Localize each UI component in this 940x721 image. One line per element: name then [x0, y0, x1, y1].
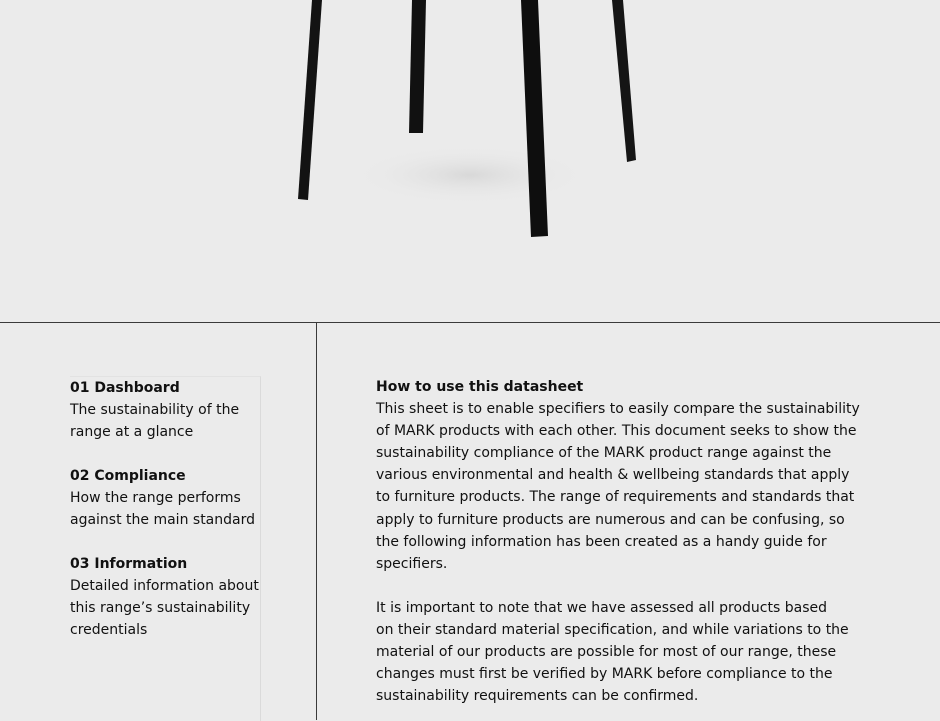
datasheet-instructions	[376, 376, 876, 707]
text-line: specifiers.	[376, 555, 448, 572]
table-of-contents	[70, 376, 261, 721]
text-line: changes must first be verified by MARK before compliance to the	[376, 666, 833, 683]
text-line: various environmental and health & wellbeing standards that apply	[376, 467, 850, 484]
text-line: of MARK products with each other. This document seeks to show the	[376, 423, 857, 440]
toc-section-compliance[interactable]	[70, 465, 260, 531]
section-title: How to use this datasheet	[376, 379, 584, 395]
toc-line: range at a glance	[70, 424, 194, 440]
text-line: apply to furniture products are numerous and can be confusing, so	[376, 511, 845, 528]
toc-section-information[interactable]	[70, 553, 260, 641]
text-line: This sheet is to enable specifiers to easily compare the sustainability	[376, 401, 860, 418]
text-line: on their standard material specification, and while variations to the	[376, 621, 849, 638]
vertical-divider	[316, 322, 317, 720]
stool-leg-front-left	[298, 0, 322, 200]
toc-heading: 01 Dashboard	[70, 380, 180, 396]
text-line: to furniture products. The range of requirements and standards that	[376, 489, 855, 506]
text-line: sustainability requirements can be confirmed.	[376, 688, 699, 705]
horizontal-divider	[0, 322, 940, 323]
text-line: the following information has been created as a handy guide for	[376, 533, 827, 550]
toc-heading: 03 Information	[70, 556, 188, 572]
toc-line: credentials	[70, 622, 148, 638]
floor-shadow	[350, 145, 590, 205]
paragraph-note	[376, 597, 876, 707]
toc-description	[70, 399, 260, 443]
toc-line: How the range performs	[70, 490, 241, 506]
paragraph-intro	[376, 398, 876, 575]
toc-heading: 02 Compliance	[70, 468, 186, 484]
toc-description	[70, 487, 260, 531]
toc-line: Detailed information about	[70, 578, 259, 594]
stool-leg-back-left	[409, 0, 426, 133]
toc-line: this range’s sustainability	[70, 600, 251, 616]
toc-line: The sustainability of the	[70, 402, 240, 418]
toc-description	[70, 575, 260, 641]
text-line: It is important to note that we have assessed all products based	[376, 599, 827, 616]
text-line: sustainability compliance of the MARK product range against the	[376, 445, 832, 462]
stool-legs-illustration	[0, 0, 940, 322]
toc-section-dashboard[interactable]	[70, 377, 260, 443]
text-line: material of our products are possible for most of our range, these	[376, 644, 837, 661]
stool-leg-back-right	[612, 0, 636, 162]
hero-photo	[0, 0, 940, 322]
toc-line: against the main standard	[70, 512, 255, 528]
